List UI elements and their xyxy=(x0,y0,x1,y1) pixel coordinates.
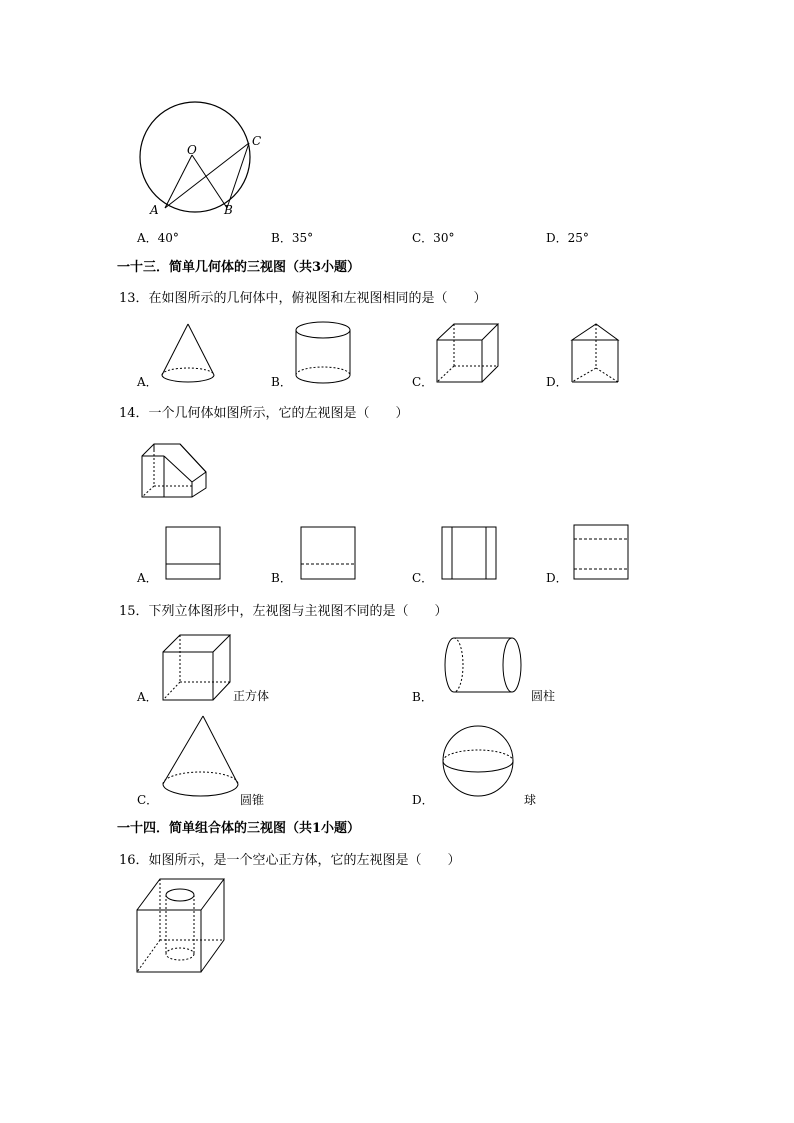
segment-OB xyxy=(192,155,227,208)
q14-view-c xyxy=(441,526,498,581)
q14-option-c[interactable]: C． xyxy=(412,571,434,585)
section-13-title: 一十三．简单几何体的三视图（共3小题） xyxy=(117,260,361,275)
q15-option-a[interactable]: A． xyxy=(137,690,158,704)
q13-stem: 13．在如图所示的几何体中，俯视图和左视图相同的是（ ） xyxy=(119,291,487,306)
q15-name-sphere: 球 xyxy=(524,793,537,807)
label-O: O xyxy=(187,143,197,157)
label-A: A xyxy=(150,203,159,217)
q13-option-c[interactable]: C． xyxy=(412,375,434,389)
q14-view-d xyxy=(573,524,630,581)
segment-OA xyxy=(165,155,192,208)
q13-option-b[interactable]: B． xyxy=(271,375,292,389)
segment-BC xyxy=(227,143,249,208)
cube-shape xyxy=(436,322,501,387)
q13-option-d[interactable]: D． xyxy=(546,375,568,389)
q15-name-cube: 正方体 xyxy=(233,689,270,703)
q16-hollow-cube-figure xyxy=(136,876,228,974)
q15-stem: 15．下列立体图形中，左视图与主视图不同的是（ ） xyxy=(119,604,448,619)
q12-option-d[interactable]: D．25° xyxy=(546,231,589,245)
q15-option-c[interactable]: C． xyxy=(137,793,159,807)
q13-option-a[interactable]: A． xyxy=(137,375,158,389)
label-C: C xyxy=(252,134,262,148)
circle-outline xyxy=(140,102,250,212)
q15-sphere-shape xyxy=(440,724,520,800)
cone-shape xyxy=(160,320,220,385)
q15-option-b[interactable]: B． xyxy=(412,690,433,704)
q15-cube-shape xyxy=(162,634,234,702)
prism-shape xyxy=(570,320,625,385)
q16-stem: 16．如图所示，是一个空心正方体，它的左视图是（ ） xyxy=(119,853,461,868)
q15-option-d[interactable]: D． xyxy=(412,793,434,807)
circle-figure xyxy=(135,100,275,220)
q12-option-c[interactable]: C．30° xyxy=(412,231,455,245)
q14-solid-figure xyxy=(140,440,210,500)
q14-option-a[interactable]: A． xyxy=(137,571,158,585)
q14-view-b xyxy=(300,526,357,581)
label-B: B xyxy=(224,203,233,217)
q15-cylinder-shape xyxy=(442,634,527,696)
q14-stem: 14．一个几何体如图所示，它的左视图是（ ） xyxy=(119,406,409,421)
q15-cone-shape xyxy=(160,714,242,806)
q12-option-a[interactable]: A．40° xyxy=(137,231,179,245)
q14-view-a xyxy=(165,526,222,581)
cylinder-shape xyxy=(295,320,355,385)
q12-option-b[interactable]: B．35° xyxy=(271,231,314,245)
q15-name-cone: 圆锥 xyxy=(240,793,265,807)
q14-option-b[interactable]: B． xyxy=(271,571,292,585)
q14-option-d[interactable]: D． xyxy=(546,571,568,585)
segment-AC xyxy=(165,143,249,208)
section-14-title: 一十四．简单组合体的三视图（共1小题） xyxy=(117,821,361,836)
q15-name-cylinder: 圆柱 xyxy=(531,689,556,703)
